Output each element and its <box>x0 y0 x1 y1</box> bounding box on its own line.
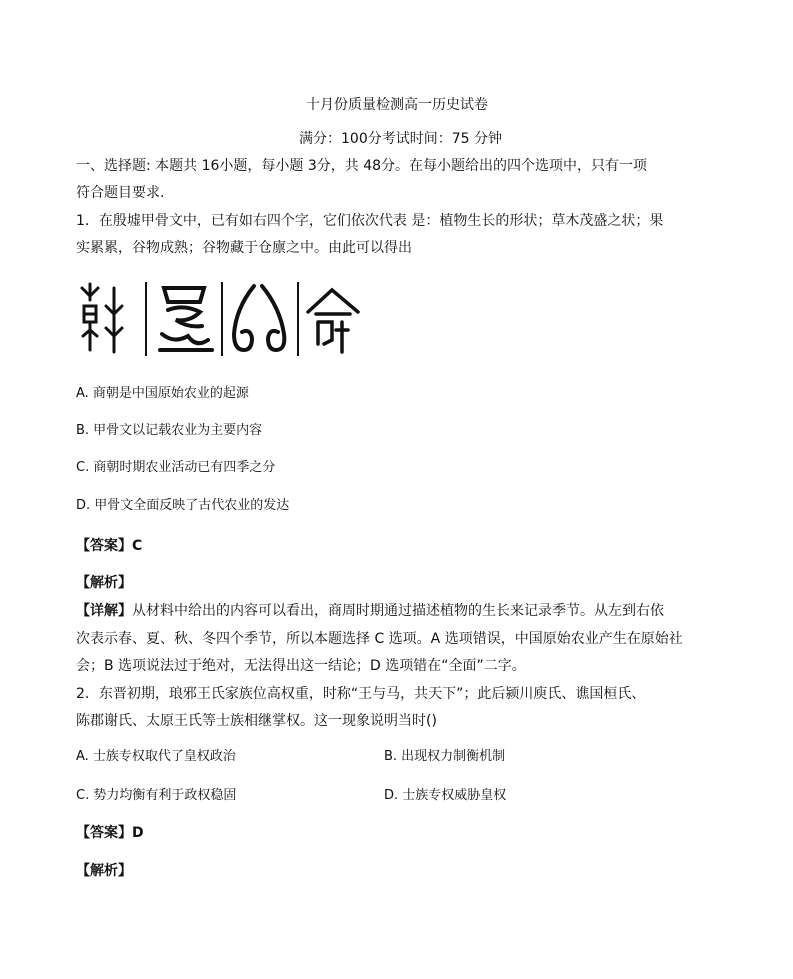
q2-option-c[interactable]: C. 势力均衡有利于政权稳固 <box>76 788 237 803</box>
q1-detail-line1 <box>76 601 664 621</box>
q2-stem-line1: 2．东晋初期，琅邪王氏家族位高权重，时称“王与马，共天下”；此后颍川庾氏、谯国桓氏、 <box>76 686 646 702</box>
q1-answer <box>76 536 142 556</box>
q1-stem-line2: 实累累，谷物成熟；谷物藏于仓廪之中。由此可以得出 <box>76 240 412 256</box>
detail-text: 从材料中给出的内容可以看出，商周时期通过描述植物的生长来记录季节。从左到右依 <box>132 603 664 619</box>
q2-stem-line2: 陈郡谢氏、太原王氏等士族相继掌权。这一现象说明当时() <box>76 713 437 729</box>
xia-glyph <box>160 288 212 350</box>
q2-option-d[interactable]: D. 士族专权威胁皇权 <box>384 788 507 803</box>
q2-answer <box>76 823 144 843</box>
q2-option-b[interactable]: B. 出现权力制衡机制 <box>384 749 506 764</box>
answer-label: 【答案】 <box>76 538 132 554</box>
answer-value: D <box>132 825 144 841</box>
answer-label: 【答案】 <box>76 825 132 841</box>
exam-meta: 满分：100分考试时间：75 分钟 <box>299 131 502 147</box>
q1-analysis-label: 【解析】 <box>76 575 132 591</box>
answer-value: C <box>132 538 143 554</box>
exam-title: 十月份质量检测高一历史试卷 <box>306 97 488 113</box>
detail-label: 【详解】 <box>76 603 132 619</box>
section-instruction-line2: 符合题目要求. <box>76 185 165 201</box>
qiu-glyph <box>234 286 284 350</box>
q1-option-d[interactable]: D. 甲骨文全面反映了古代农业的发达 <box>76 498 290 513</box>
q1-option-b[interactable]: B. 甲骨文以记载农业为主要内容 <box>76 423 263 438</box>
section-instruction-line1: 一、选择题: 本题共 16小题，每小题 3分，共 48分。在每小题给出的四个选项中，只有一项 <box>76 158 648 174</box>
q1-detail-line2: 次表示春、夏、秋、冬四个季节，所以本题选择 C 选项。A 选项错误，中国原始农业产生在原始社 <box>76 631 683 647</box>
q1-option-c[interactable]: C. 商朝时期农业活动已有四季之分 <box>76 460 276 475</box>
oracle-bone-figure <box>76 278 366 358</box>
chun-glyph <box>82 284 122 352</box>
q1-stem-line1: 1．在殷墟甲骨文中，已有如右四个字，它们依次代表 是：植物生长的形状；草木茂盛之状；果 <box>76 213 664 229</box>
q2-analysis-label: 【解析】 <box>76 863 132 879</box>
q1-option-a[interactable]: A. 商朝是中国原始农业的起源 <box>76 386 249 401</box>
q2-option-a[interactable]: A. 士族专权取代了皇权政治 <box>76 749 236 764</box>
q1-detail-line3: 会；B 选项说法过于绝对，无法得出这一结论；D 选项错在“全面”二字。 <box>76 658 526 674</box>
dong-glyph <box>308 290 358 352</box>
